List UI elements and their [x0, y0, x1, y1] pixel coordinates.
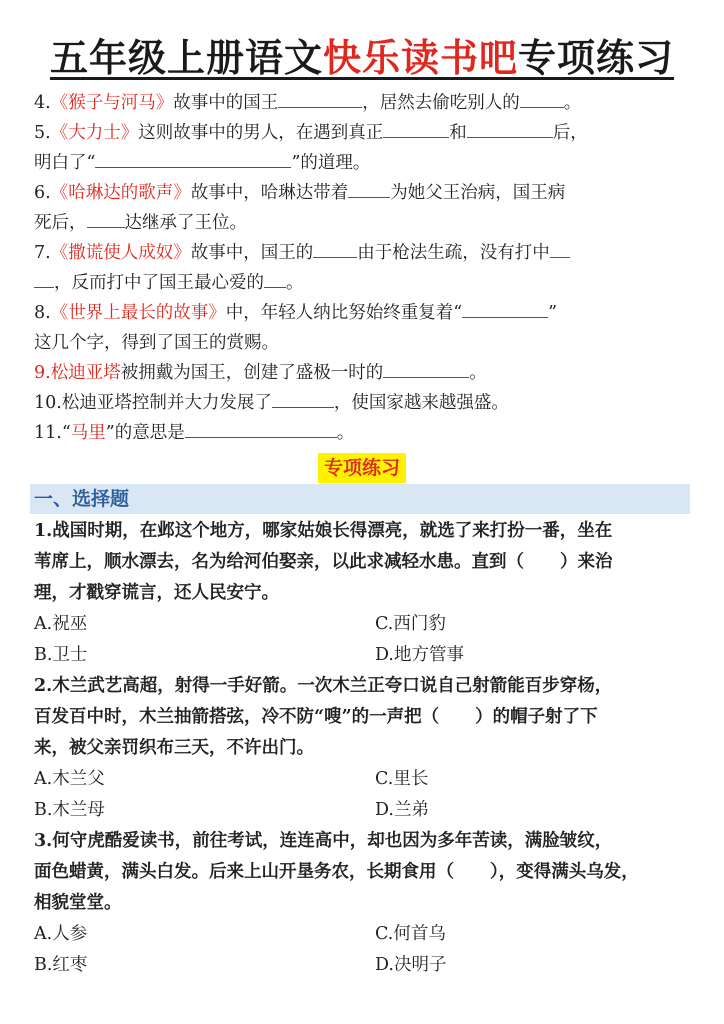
- item-text: 这则故事中的男人，在遇到真正: [138, 123, 384, 143]
- answer-blank[interactable]: [313, 238, 357, 258]
- item-text: 由于枪法生疏，没有打中: [357, 243, 550, 263]
- item-text: 。: [286, 273, 304, 293]
- item-text: 故事中，哈琳达带着: [190, 183, 349, 203]
- item-text: 为她父王治病，国王病: [390, 183, 566, 203]
- item-text: 和: [449, 123, 467, 143]
- option-d[interactable]: D.兰弟: [375, 800, 429, 820]
- question-text: [34, 826, 694, 919]
- item-number: 8.: [34, 303, 51, 323]
- answer-blank[interactable]: [264, 268, 286, 288]
- item-text: 松迪亚塔控制并大力发展了: [61, 393, 272, 413]
- question-text: [34, 516, 694, 609]
- fill-item-6: [34, 178, 694, 238]
- item-number: 7.: [34, 243, 51, 263]
- item-number: 11.: [34, 423, 62, 443]
- item-text: ，反而打中了国王最心爱的: [54, 273, 264, 293]
- section-banner: 专项练习: [318, 453, 406, 483]
- item-text: 。: [563, 93, 582, 113]
- question-line: 相貌堂堂。: [34, 893, 122, 913]
- options-grid: [34, 919, 694, 981]
- option-d[interactable]: D.决明子: [375, 955, 447, 975]
- question-line: ）来治: [560, 552, 613, 572]
- option-c[interactable]: C.里长: [375, 769, 429, 789]
- section-heading: 一、选择题: [34, 488, 130, 510]
- item-text: 的意思是: [114, 423, 185, 443]
- item-text: 故事中的国王: [173, 93, 279, 113]
- item-text: 达继承了王位。: [124, 213, 247, 233]
- book-title: 《猴子与河马》: [50, 93, 174, 113]
- options-grid: [34, 609, 694, 671]
- answer-blank[interactable]: [383, 358, 469, 378]
- item-text: 被拥戴为国王，创建了盛极一时的: [120, 363, 384, 383]
- question-line: 理，才戳穿谎言，还人民安宁。: [34, 583, 279, 603]
- answer-blank[interactable]: [520, 88, 564, 108]
- page-title: [50, 32, 674, 84]
- item-text: 这几个字，得到了国王的赏赐。: [34, 333, 279, 353]
- item-number: 9.: [34, 363, 51, 383]
- fill-item-8: [34, 298, 694, 358]
- item-number: 6.: [34, 183, 51, 203]
- option-d[interactable]: D.地方管事: [375, 645, 464, 665]
- option-b[interactable]: B.红枣: [34, 955, 88, 975]
- answer-blank[interactable]: [348, 178, 390, 198]
- answer-blank[interactable]: [95, 148, 291, 168]
- book-title: 《大力士》: [50, 123, 139, 143]
- answer-blank[interactable]: [87, 208, 125, 228]
- book-title: 《撒谎使人成奴》: [50, 243, 191, 263]
- answer-blank[interactable]: [462, 298, 548, 318]
- item-text: 后，: [552, 123, 588, 143]
- item-text: ，使国家越来越强盛。: [333, 393, 509, 413]
- section-heading-bar: [30, 484, 690, 514]
- option-a[interactable]: A.木兰父: [34, 769, 105, 789]
- option-a[interactable]: A.祝巫: [34, 614, 88, 634]
- answer-blank[interactable]: [550, 238, 570, 258]
- item-number: 5.: [34, 123, 51, 143]
- item-text: 。: [336, 423, 355, 443]
- question-line: 苇席上，顺水漂去，名为给河伯娶亲，以此求减轻水患。直到（: [34, 552, 524, 572]
- option-b[interactable]: B.卫士: [34, 645, 88, 665]
- option-c[interactable]: C.西门豹: [375, 614, 446, 634]
- item-text: 死后，: [34, 213, 87, 233]
- question-line: 百发百中时，木兰抽箭搭弦，冷不防“嗖”的一声把（: [34, 707, 440, 727]
- highlight-name: 松迪亚塔: [50, 363, 121, 383]
- question-line: 面色蜡黄，满头白发。后来上山开垦务农，长期食用（: [34, 862, 454, 882]
- question-line: 3.何守虎酷爱读书，前往考试，连连高中，却也因为多年苦读，满脸皱纹，: [34, 831, 613, 851]
- fill-item-9: [34, 358, 694, 388]
- answer-blank[interactable]: [272, 388, 334, 408]
- item-text: 。: [469, 363, 487, 383]
- option-c[interactable]: C.何首乌: [375, 924, 446, 944]
- question-2: [34, 671, 694, 826]
- question-3: [34, 826, 694, 981]
- item-text: 明白了“: [34, 153, 96, 173]
- book-title: 《哈琳达的歌声》: [50, 183, 191, 203]
- item-text: ”: [548, 303, 558, 323]
- question-line: 1.战国时期，在邺这个地方，哪家姑娘长得漂亮，就选了来打扮一番，坐在: [34, 521, 613, 541]
- item-text: ，居然去偷吃别人的: [362, 93, 520, 113]
- title-area: [0, 32, 724, 84]
- answer-blank[interactable]: [278, 88, 362, 108]
- option-b[interactable]: B.木兰母: [34, 800, 105, 820]
- item-number: 4.: [34, 93, 51, 113]
- question-line: 来，被父亲罚织布三天，不许出门。: [34, 738, 314, 758]
- fill-in-section: [34, 88, 694, 448]
- book-title: 《世界上最长的故事》: [50, 303, 226, 323]
- answer-blank[interactable]: [34, 268, 54, 288]
- option-a[interactable]: A.人参: [34, 924, 88, 944]
- item-text: ”: [105, 423, 115, 443]
- choice-section: [34, 516, 694, 981]
- highlight-name: 马里: [70, 423, 106, 443]
- fill-item-10: [34, 388, 694, 418]
- question-line: 2.木兰武艺高超，射得一手好箭。一次木兰正夸口说自己射箭能百步穿杨，: [34, 676, 613, 696]
- fill-item-5: [34, 118, 694, 178]
- section-banner-area: [0, 453, 724, 483]
- answer-blank[interactable]: [383, 118, 449, 138]
- item-text: “: [61, 423, 71, 443]
- fill-item-7: [34, 238, 694, 298]
- item-text: 故事中，国王的: [190, 243, 314, 263]
- question-line: ）的帽子射了下: [475, 707, 598, 727]
- options-grid: [34, 764, 694, 826]
- fill-item-4: [34, 88, 694, 118]
- answer-blank[interactable]: [185, 418, 337, 438]
- title-part-3: 专项练习: [518, 36, 675, 80]
- answer-blank[interactable]: [467, 118, 553, 138]
- item-number: 10.: [34, 393, 62, 413]
- title-part-2: 快乐读书吧: [322, 36, 518, 80]
- item-text: 中，年轻人纳比努始终重复着“: [225, 303, 463, 323]
- question-1: [34, 516, 694, 671]
- question-text: [34, 671, 694, 764]
- fill-item-11: [34, 418, 694, 448]
- question-line: ），变得满头乌发，: [490, 862, 639, 882]
- item-text: ”的道理。: [291, 153, 371, 173]
- title-part-1: 五年级上册语文: [49, 36, 323, 80]
